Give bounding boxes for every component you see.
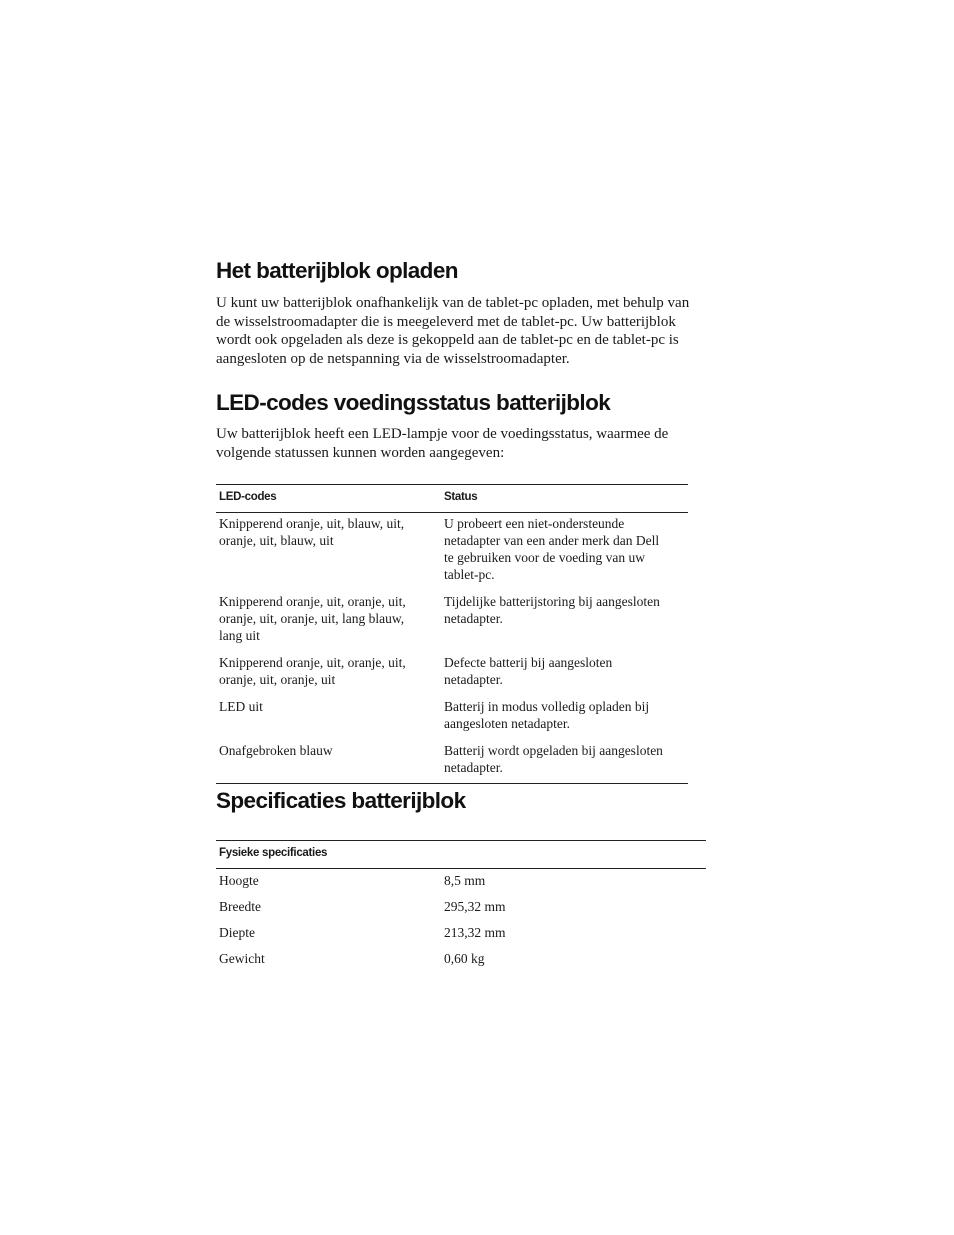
section-title-led: LED-codes voedingsstatus batterijblok	[216, 390, 611, 415]
table-row	[216, 591, 688, 652]
led-code-cell	[216, 740, 441, 784]
cell-line: Batterij in modus volledig opladen bij	[444, 699, 650, 714]
paragraph-line: U kunt uw batterijblok onafhankelijk van de tablet-pc opladen, met behulp van	[216, 295, 690, 311]
paragraph-line: volgende statussen kunnen worden aangegeven:	[216, 444, 505, 461]
table-header-row	[216, 841, 706, 869]
spec-label: Gewicht	[219, 951, 265, 966]
spec-label: Diepte	[219, 925, 255, 940]
led-code-cell	[216, 696, 441, 740]
paragraph-line: wordt ook opgeladen als deze is gekoppeld aan de tablet-pc en de tablet-pc is	[216, 332, 679, 349]
led-codes-table	[216, 484, 688, 784]
table-row	[216, 696, 688, 740]
cell-line: Batterij wordt opgeladen bij aangesloten	[444, 743, 663, 758]
spec-value: 213,32 mm	[444, 925, 506, 940]
spec-value: 8,5 mm	[444, 873, 486, 888]
table-row	[216, 947, 706, 973]
cell-line: Knipperend oranje, uit, oranje, uit,	[219, 594, 406, 609]
cell-line: Knipperend oranje, uit, blauw, uit,	[219, 516, 405, 531]
spec-label: Breedte	[219, 899, 261, 914]
cell-line: oranje, uit, oranje, uit	[219, 672, 336, 687]
table-header-row	[216, 485, 688, 513]
cell-line: aangesloten netadapter.	[444, 716, 570, 731]
cell-line: lang uit	[219, 628, 260, 643]
cell-line: LED uit	[219, 699, 263, 714]
status-cell	[441, 652, 688, 696]
spec-value: 0,60 kg	[444, 951, 485, 966]
spec-value: 295,32 mm	[444, 899, 506, 914]
physical-specs-table	[216, 840, 706, 973]
led-code-cell	[216, 513, 441, 592]
cell-line: Tijdelijke batterijstoring bij aangesloten	[444, 594, 660, 609]
section-title-specs: Specificaties batterijblok	[216, 788, 466, 813]
status-cell	[441, 591, 688, 652]
paragraph-line: Uw batterijblok heeft een LED-lampje voor de voedingsstatus, waarmee de	[216, 426, 669, 442]
column-header-status: Status	[441, 485, 688, 513]
led-code-cell	[216, 591, 441, 652]
status-cell	[441, 740, 688, 784]
cell-line: tablet-pc.	[444, 567, 495, 582]
status-cell	[441, 696, 688, 740]
status-cell	[441, 513, 688, 592]
section-title-charging: Het batterijblok opladen	[216, 258, 458, 283]
cell-line: oranje, uit, oranje, uit, lang blauw,	[219, 611, 405, 626]
cell-line: Onafgebroken blauw	[219, 743, 333, 758]
cell-line: netadapter.	[444, 672, 503, 687]
paragraph-line: de wisselstroomadapter die is meegeleverd met de tablet-pc. Uw batterijblok	[216, 313, 676, 330]
table-row	[216, 921, 706, 947]
spec-label: Hoogte	[219, 873, 259, 888]
cell-line: netadapter.	[444, 611, 503, 626]
led-code-cell	[216, 652, 441, 696]
paragraph-line: aangesloten op de netspanning via de wisselstroomadapter.	[216, 350, 570, 367]
charging-paragraph	[216, 294, 736, 368]
cell-line: netadapter.	[444, 760, 503, 775]
cell-line: te gebruiken voor de voeding van uw	[444, 550, 645, 565]
led-paragraph	[216, 425, 736, 462]
column-header-physical-specs: Fysieke specificaties	[216, 841, 706, 869]
table-row	[216, 652, 688, 696]
table-row	[216, 895, 706, 921]
cell-line: U probeert een niet-ondersteunde	[444, 516, 625, 531]
table-row	[216, 740, 688, 784]
cell-line: Defecte batterij bij aangesloten	[444, 655, 613, 670]
column-header-led-codes: LED-codes	[216, 485, 441, 513]
cell-line: Knipperend oranje, uit, oranje, uit,	[219, 655, 406, 670]
table-row	[216, 869, 706, 896]
cell-line: netadapter van een ander merk dan Dell	[444, 533, 660, 548]
cell-line: oranje, uit, blauw, uit	[219, 533, 334, 548]
table-row	[216, 513, 688, 592]
